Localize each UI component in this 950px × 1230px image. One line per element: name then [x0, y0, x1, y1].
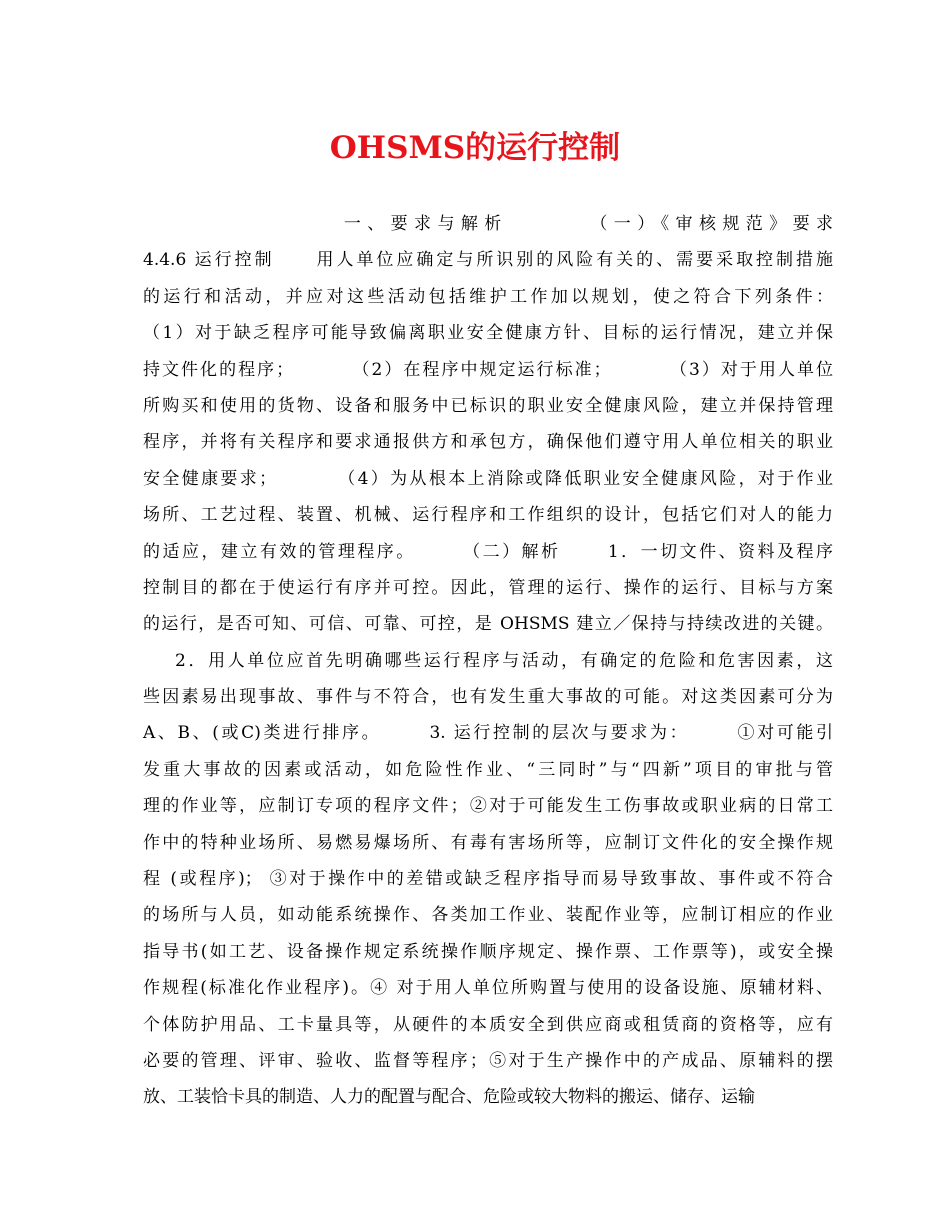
body-line: 场所、工艺过程、装置、机械、运行程序和工作组织的设计，包括它们对人的能力	[143, 505, 833, 526]
body-line: 程 (或程序)； ③对于操作中的差错或缺乏程序指导而易导致事故、事件或不符合	[143, 869, 833, 890]
body-line: 指导书(如工艺、设备操作规定系统操作顺序规定、操作票、工作票等)，或安全操	[143, 941, 833, 962]
body-line: 必要的管理、评审、验收、监督等程序；⑤对于生产操作中的产成品、原辅料的摆	[143, 1050, 833, 1071]
body-line: 一、要求与解析 （一）《审核规范》要求	[143, 214, 833, 234]
document-body	[143, 206, 833, 1116]
body-line: 的运行和活动，并应对这些活动包括维护工作加以规划，使之符合下列条件：	[143, 286, 833, 307]
body-line: 2．用人单位应首先明确哪些运行程序与活动，有确定的危险和危害因素，这	[143, 650, 833, 671]
body-line: 4.4.6 运行控制 用人单位应确定与所识别的风险有关的、需要采取控制措施	[143, 250, 833, 271]
body-line: 程序，并将有关程序和要求通报供方和承包方，确保他们遵守用人单位相关的职业	[143, 432, 833, 453]
body-line: 些因素易出现事故、事件与不符合，也有发生重大事故的可能。对这类因素可分为	[143, 687, 833, 708]
body-line: （1）对于缺乏程序可能导致偏离职业安全健康方针、目标的运行情况，建立并保	[143, 323, 833, 344]
body-line: 作规程(标准化作业程序)。④ 对于用人单位所购置与使用的设备设施、原辅材料、	[143, 978, 833, 999]
body-line: 发重大事故的因素或活动，如危险性作业、“三同时”与“四新”项目的审批与管	[143, 759, 833, 780]
body-line: 所购买和使用的货物、设备和服务中已标识的职业安全健康风险，建立并保持管理	[143, 395, 833, 416]
body-line: 的场所与人员，如动能系统操作、各类加工作业、装配作业等，应制订相应的作业	[143, 905, 833, 926]
body-line: 作中的特种业场所、易燃易爆场所、有毒有害场所等，应制订文件化的安全操作规	[143, 832, 833, 853]
body-line: 的适应，建立有效的管理程序。 （二）解析 1．一切文件、资料及程序	[143, 541, 833, 562]
body-line: A、B、(或C)类进行排序。 3. 运行控制的层次与要求为： ①对可能引	[143, 723, 833, 744]
body-line: 个体防护用品、工卡量具等，从硬件的本质安全到供应商或租赁商的资格等，应有	[143, 1014, 833, 1035]
body-line: 放、工装恰卡具的制造、人力的配置与配合、危险或较大物料的搬运、储存、运输	[143, 1087, 755, 1108]
body-line: 持文件化的程序； （2）在程序中规定运行标准； （3）对于用人单位	[143, 359, 833, 380]
document-title: OHSMS的运行控制	[329, 130, 621, 166]
body-line: 安全健康要求； （4）为从根本上消除或降低职业安全健康风险，对于作业	[143, 468, 833, 489]
body-line: 理的作业等，应制订专项的程序文件；②对于可能发生工伤事故或职业病的日常工	[143, 796, 833, 817]
body-line: 控制目的都在于使运行有序并可控。因此，管理的运行、操作的运行、目标与方案	[143, 577, 833, 598]
body-line: 的运行，是否可知、可信、可靠、可控，是 OHSMS 建立／保持与持续改进的关键。	[143, 614, 833, 635]
